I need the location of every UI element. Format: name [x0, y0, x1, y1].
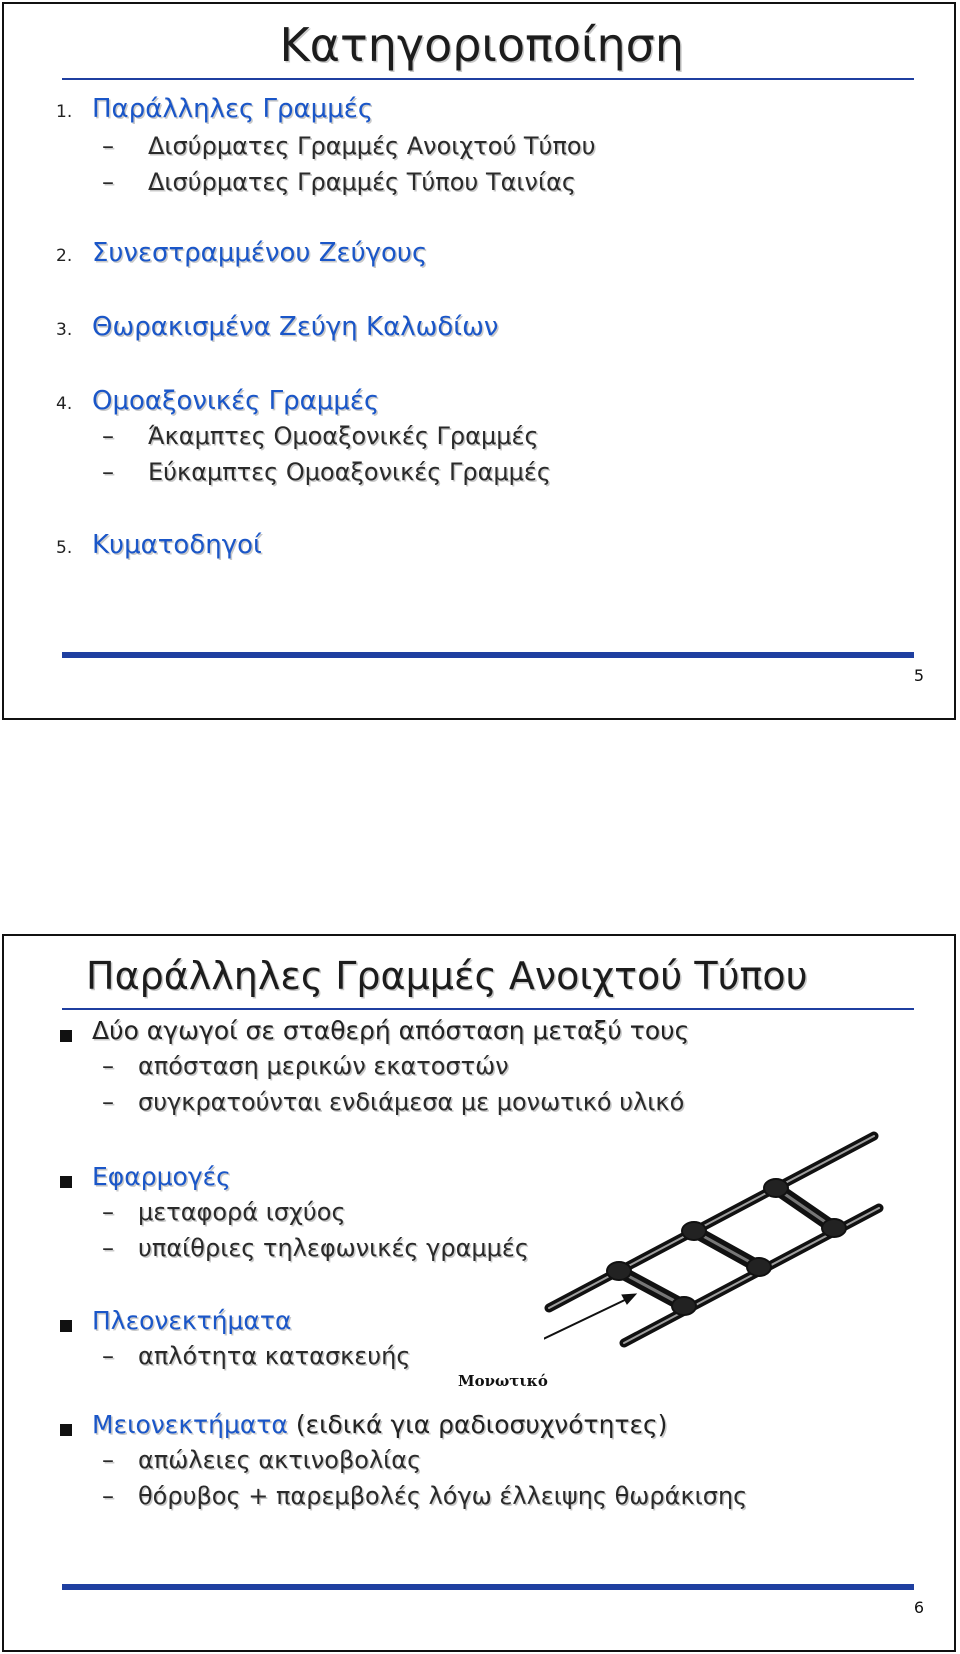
sub-item: – απλότητα κατασκευής — [102, 1342, 411, 1370]
dash-marker: – — [102, 1482, 114, 1510]
list-number: 4. — [56, 394, 73, 414]
slide-6 — [2, 934, 956, 1652]
dash-marker: – — [102, 132, 114, 160]
title-rule — [62, 78, 914, 80]
open-wire-line-illustration — [544, 1128, 884, 1348]
figure-caption: Μονωτικό — [458, 1372, 548, 1390]
sub-item: – συγκρατούνται ενδιάμεσα με μονωτικό υλικό — [102, 1088, 685, 1116]
bullet-item: Μειονεκτήματα (ειδικά για ραδιοσυχνότητες) — [92, 1410, 668, 1439]
slide-title: Κατηγοριοποίηση — [279, 18, 684, 72]
page-number: 6 — [913, 1598, 924, 1617]
sub-item: – Δισύρματες Γραμμές Ανοιχτού Τύπου — [102, 132, 596, 160]
sub-item: – Δισύρματες Γραμμές Τύπου Ταινίας — [102, 168, 576, 196]
dash-marker: – — [102, 1446, 114, 1474]
list-item-heading: Ομοαξονικές Γραμμές — [92, 386, 380, 416]
sub-item: – απώλειες ακτινοβολίας — [102, 1446, 422, 1474]
square-bullet-icon — [60, 1030, 72, 1042]
slide-5 — [2, 2, 956, 720]
list-item-heading: Κυματοδηγοί — [92, 530, 262, 560]
sub-item: – υπαίθριες τηλεφωνικές γραμμές — [102, 1234, 529, 1262]
list-number: 5. — [56, 538, 73, 558]
footer-rule — [62, 652, 914, 658]
dash-marker: – — [102, 1234, 114, 1262]
bullet-item: Δύο αγωγοί σε σταθερή απόσταση μεταξύ τους — [92, 1016, 690, 1045]
list-number: 3. — [56, 320, 73, 340]
dash-marker: – — [102, 1198, 114, 1226]
sub-item: – θόρυβος + παρεμβολές λόγω έλλειψης θωράκισης — [102, 1482, 748, 1510]
dash-marker: – — [102, 422, 114, 450]
list-number: 1. — [56, 102, 73, 122]
dash-marker: – — [102, 168, 114, 196]
list-number: 2. — [56, 246, 73, 266]
slide-title: Παράλληλες Γραμμές Ανοιχτού Τύπου — [86, 954, 808, 998]
page-number: 5 — [913, 666, 924, 685]
sub-item: – απόσταση μερικών εκατοστών — [102, 1052, 509, 1080]
list-item-heading: Συνεστραμμένου Ζεύγους — [92, 238, 428, 268]
square-bullet-icon — [60, 1176, 72, 1188]
footer-rule — [62, 1584, 914, 1590]
square-bullet-icon — [60, 1424, 72, 1436]
dash-marker: – — [102, 1342, 114, 1370]
bullet-item-heading: Εφαρμογές — [92, 1162, 231, 1191]
sub-item: – Άκαμπτες Ομοαξονικές Γραμμές — [102, 422, 539, 450]
dash-marker: – — [102, 1088, 114, 1116]
dash-marker: – — [102, 458, 114, 486]
list-item-heading: Παράλληλες Γραμμές — [92, 94, 374, 124]
dash-marker: – — [102, 1052, 114, 1080]
title-rule — [62, 1008, 914, 1010]
bullet-item-heading: Πλεονεκτήματα — [92, 1306, 292, 1335]
sub-item: – μεταφορά ισχύος — [102, 1198, 346, 1226]
list-item-heading: Θωρακισμένα Ζεύγη Καλωδίων — [92, 312, 499, 342]
sub-item: – Εύκαμπτες Ομοαξονικές Γραμμές — [102, 458, 551, 486]
square-bullet-icon — [60, 1320, 72, 1332]
